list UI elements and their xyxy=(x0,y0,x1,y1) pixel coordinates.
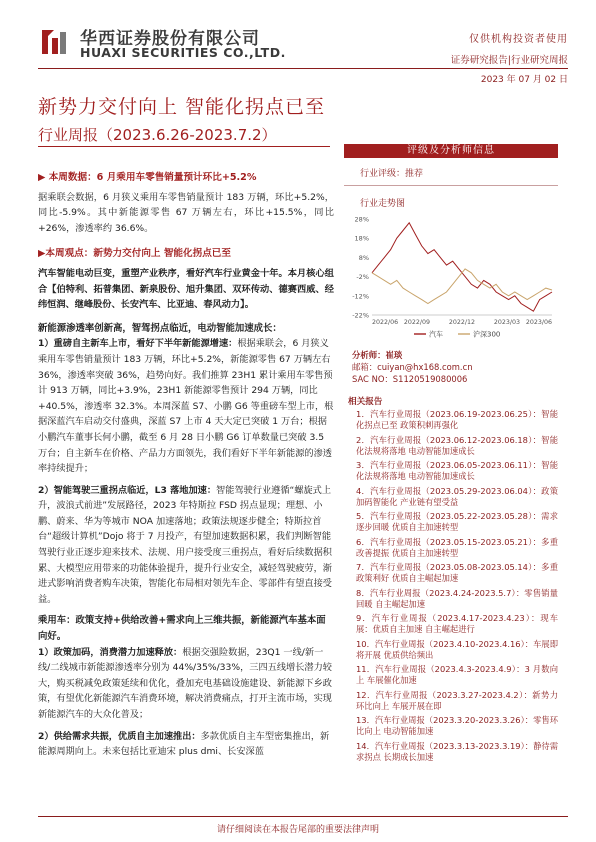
analyst-sac: SAC NO：S1120519080006 xyxy=(352,374,468,384)
point-1-text: 根据乘联会，6 月狭义乘用车零售销量预计 183 万辆，环比+5.2%，新能源零售 67 万辆左右 36%，渗透率突破 36%，趋势向好。我们推算 23H1 累计乘用车零售预计 913 万辆，同比+3.9%，23H1 新能源零售预计 294 万辆，同比+40.5%，渗透率 32.3%。本周深蓝 S7、小鹏 G6 等重磅车型上市，根据深蓝汽车启动交付盛典，深蓝 S7 上市 4 天大定已突破 1 万台；根据小鹏汽车董事长何小鹏，截至 6 月 28 日小鹏 G6 订单数量已突破 3.5 万台；自主新车在价格、产品力方面领先，我们看好下半年新能源的渗透率持续提升； xyxy=(38,338,334,475)
industry-trend-chart xyxy=(344,213,558,341)
point-3-title: 1）政策加码，消费潜力加速释放： xyxy=(38,646,183,658)
related-report-item[interactable]: 2．汽车行业周报（2023.06.12-2023.06.18）：智能化法规将落地 电动智能加速成长 xyxy=(356,434,558,456)
related-report-item[interactable]: 8．汽车行业周报（2023.4.24-2023.5.7）：零售销量回暖 自主崛起加速 xyxy=(356,587,558,609)
related-report-item[interactable]: 14．汽车行业周报（2023.3.13-2023.3.19）：静待需求拐点 长期成长加速 xyxy=(356,740,558,762)
x-tick-label: 2022/12 xyxy=(448,319,476,326)
point-2-text: 智能驾驶行业遵循“螺旋式上升，波浪式前进”发展路径，2023 年特斯拉 FSD 拐点显现；理想、小鹏、蔚来、华为等城市 NOA 加速落地；政策法规逐步健全；特斯拉首台“超级计算机”Dojo 将于 7 月投产，有望加速数据积累，我们判断智能驾驶行业正逐步迎来技术、法规、用户接受度三重拐点，看好后续数据积累、大模型应用带来的功能体验提升，提升行业安全，减轻驾驶疲劳，渐进式影响消费者购车决策，智能化布局相对领先车企、零部件有望直接受益。 xyxy=(38,484,332,605)
report-date: 2023 年 07 月 02 日 xyxy=(480,75,568,85)
company-name-cn: 华西证券股份有限公司 xyxy=(80,29,260,49)
point-4-title: 2）供给需求共振，优质自主加速推出： xyxy=(38,730,201,742)
related-reports-heading: 相关报告 xyxy=(348,397,383,407)
audience-tagline: 仅供机构投资者使用 xyxy=(469,34,568,45)
related-report-item[interactable]: 11．汽车行业周报（2023.4.3-2023.4.9）：3 月数向上 车展催化加速 xyxy=(356,664,558,686)
analyst-email: 邮箱：cuiyan@hx168.com.cn xyxy=(352,362,473,372)
footer-divider xyxy=(38,816,568,817)
related-report-item[interactable]: 12．汽车行业周报（2023.3.27-2023.4.2）：新势力环比向上 车展开展在即 xyxy=(356,689,558,711)
section-passenger-car-heading: 乘用车：政策支持+供给改善+需求向上三维共振，新能源汽车基本面向好。 xyxy=(38,615,326,643)
section-weekly-data-heading: ▶ 本周数据：6 月乘用车零售销量预计环比+5.2% xyxy=(38,172,257,183)
chart-title: 行业走势图 xyxy=(360,199,406,209)
x-tick-label: 2023/06 xyxy=(525,319,552,326)
analyst-name: 崔琰 xyxy=(385,350,403,360)
industry-rating: 行业评级：推荐 xyxy=(360,169,424,179)
analyst-label: 分析师： xyxy=(352,350,386,360)
main-content xyxy=(38,170,334,766)
legend-label: 汽车 xyxy=(429,330,443,339)
section-weekly-view-heading: ▶本周观点：新势力交付向上 智能化拐点已至 xyxy=(38,248,231,260)
company-logo-icon xyxy=(38,26,68,56)
title-divider xyxy=(38,146,330,147)
related-report-item[interactable]: 4．汽车行业周报（2023.05.29-2023.06.04）：政策加码智能化 产业链有望受益 xyxy=(356,485,558,507)
section-ev-heading: 新能源渗透率创新高，智驾拐点临近，电动智能加速成长： xyxy=(38,322,282,334)
y-tick-label: 18% xyxy=(354,234,369,243)
y-tick-label: -2% xyxy=(356,273,369,282)
related-report-item[interactable]: 5．汽车行业周报（2023.05.22-2023.05.28）：需求逐步回暖 优质自主加速转型 xyxy=(356,511,558,533)
panel-divider xyxy=(344,185,558,186)
analyst-info xyxy=(344,349,558,385)
sidebar xyxy=(344,144,558,766)
related-report-item[interactable]: 13．汽车行业周报（2023.3.20-2023.3.26）：零售环比向上 电动智能加速 xyxy=(356,715,558,737)
related-report-item[interactable]: 10．汽车行业周报（2023.4.10-2023.4.16）：车展即将开展 优质供给频出 xyxy=(356,638,558,660)
y-tick-label: 8% xyxy=(358,253,369,262)
legal-notice: 请仔细阅读在本报告尾部的重要法律声明 xyxy=(216,825,379,835)
related-report-item[interactable]: 3．汽车行业周报（2023.06.05-2023.06.11）：智能化法规将落地 电动智能加速成长 xyxy=(356,460,558,482)
related-report-item[interactable]: 7．汽车行业周报（2023.05.08-2023.05.14）：多重政策利好 优质自主崛起加速 xyxy=(356,562,558,584)
related-report-item[interactable]: 1．汽车行业周报（2023.06.19-2023.06.25）：智能化拐点已至 政策积刺再强化 xyxy=(356,409,558,431)
point-1-title: 1）重磅自主新车上市，看好下半年新能源增速： xyxy=(38,338,238,350)
point-4 xyxy=(38,729,334,760)
related-report-item[interactable]: 6．汽车行业周报（2023.05.15-2023.05.21）：多重改善提振 优质自主加速转型 xyxy=(356,536,558,558)
report-title: 新势力交付向上 智能化拐点已至 xyxy=(38,96,326,118)
report-categories: 证券研究报告|行业研究周报 xyxy=(450,55,568,66)
x-tick-label: 2022/06 xyxy=(372,319,399,326)
analyst-panel-header: 评级及分析师信息 xyxy=(344,144,558,158)
x-tick-label: 2022/09 xyxy=(403,319,431,326)
x-tick-label: 2023/03 xyxy=(493,319,521,326)
point-1 xyxy=(38,336,334,476)
point-3-text: 根据交强险数据，23Q1 一线/新一线/二线城市新能源渗透率分别为 44%/35%/33%，三四五线增长潜力较大，购买税减免政策延续和优化，叠加充电基础设施建设、新能源下乡政策，有望优化新能源汽车消费环境，解决消费痛点，打开主流市场，实现新能源汽车的大众化普及； xyxy=(38,646,332,720)
point-3 xyxy=(38,645,334,723)
core-portfolio-text: 汽车智能电动巨变，重塑产业秩序，看好汽车行业黄金十年。本月核心组合【伯特利、拓普集团、新泉股份、旭升集团、双环传动、德赛西威、经纬恒润、继峰股份、长安汽车、比亚迪、春风动力】。 xyxy=(38,267,334,311)
series-line-csi300 xyxy=(372,269,552,304)
point-2 xyxy=(38,483,334,608)
legend-label: 沪深300 xyxy=(473,330,501,339)
point-4-text: 多款优质自主车型密集推出，新能源周期向上。未来包括比亚迪宋 plus dmi、长安深蓝 xyxy=(38,730,330,758)
header-divider xyxy=(38,68,568,69)
y-tick-label: -12% xyxy=(352,292,369,301)
point-2-title: 2）智能驾驶三重拐点临近，L3 落地加速： xyxy=(38,484,217,496)
y-tick-label: -22% xyxy=(352,311,369,320)
section-weekly-data-text: 据乘联会数据，6 月狭义乘用车零售销量预计 183 万辆，环比+5.2%，同比-5.9%。其中新能源零售 67 万辆左右，环比+15.5%，同比+26%，渗透率约 36.6%。 xyxy=(38,191,334,234)
company-name-en: HUAXI SECURITIES CO.,LTD. xyxy=(80,45,286,60)
related-report-item[interactable]: 9．汽车行业周报（2023.4.17-2023.4.23）：现车展：优质自主加速 自主崛起进行 xyxy=(356,613,558,635)
y-tick-label: 28% xyxy=(354,215,369,224)
report-subtitle: 行业周报（2023.6.26-2023.7.2） xyxy=(38,126,277,144)
related-reports-list xyxy=(344,409,558,763)
